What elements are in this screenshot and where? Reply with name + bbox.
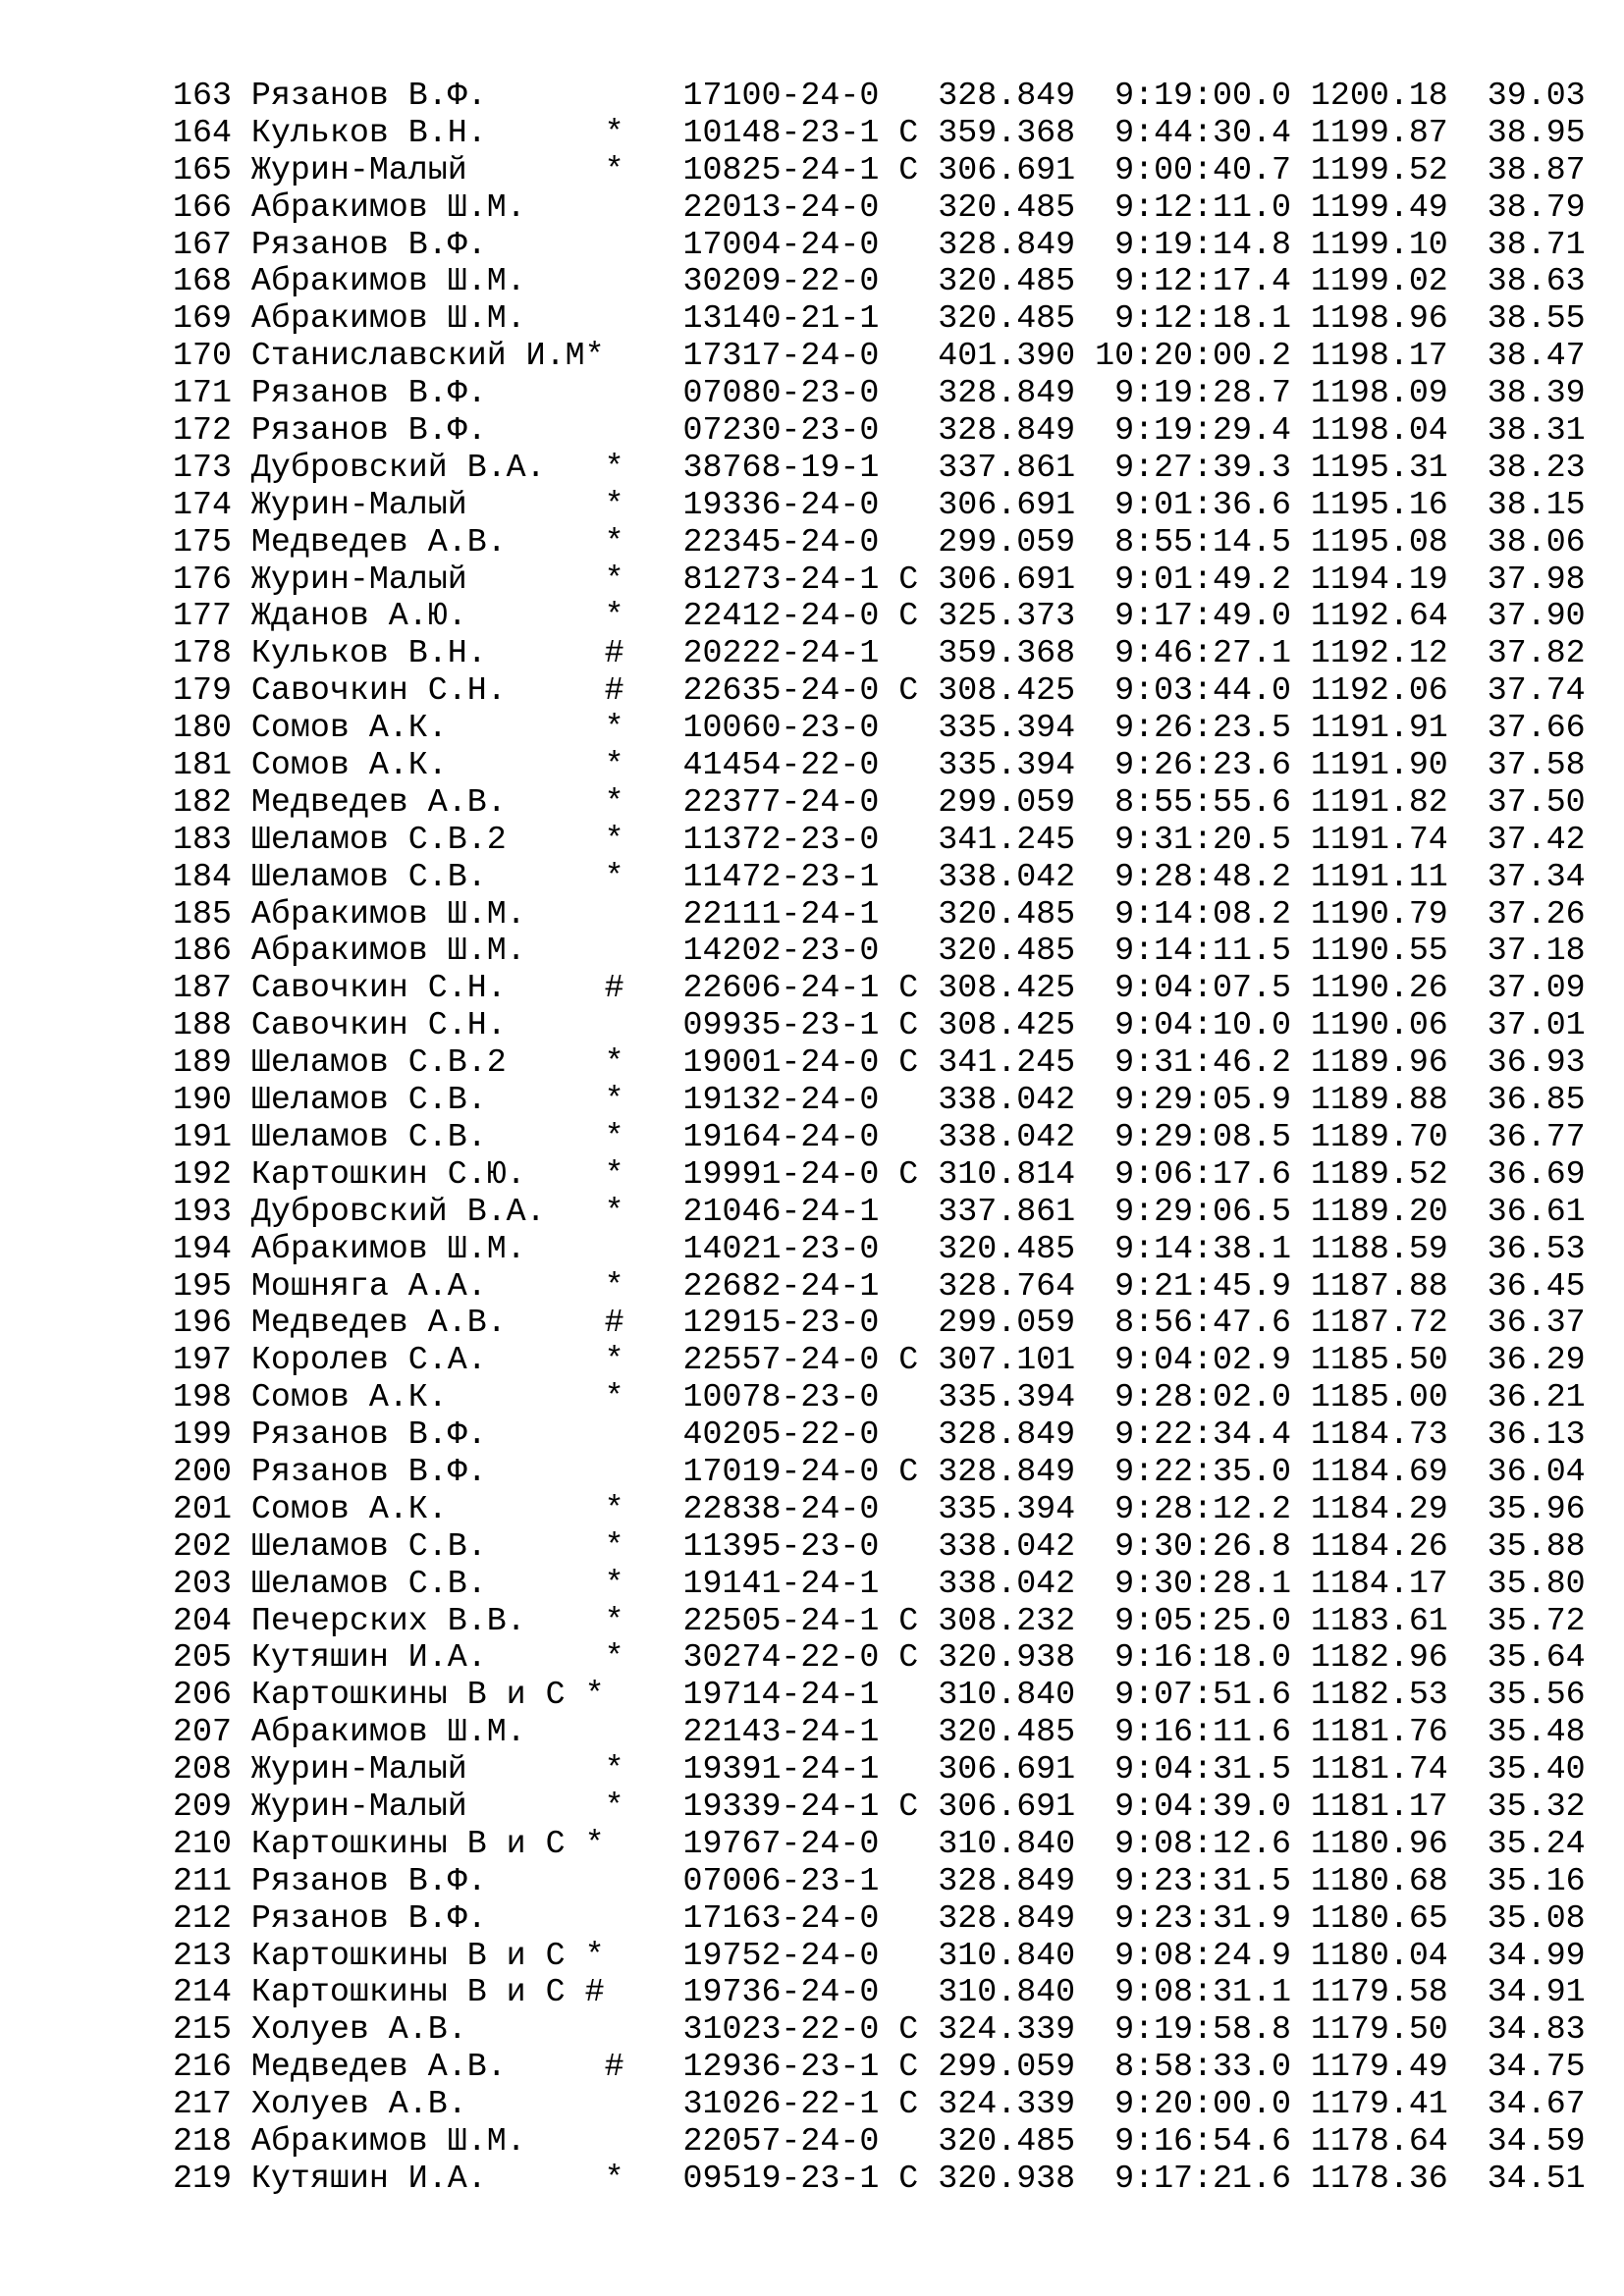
- table-row: 181 Сомов А.К. * 41454-22-0 335.394 9:26:23.6 1191.90 37.58: [173, 746, 1586, 784]
- table-row: 172 Рязанов В.Ф. 07230-23-0 328.849 9:19:29.4 1198.04 38.31: [173, 411, 1586, 450]
- table-row: 166 Абракимов Ш.М. 22013-24-0 320.485 9:12:11.0 1199.49 38.79: [173, 187, 1586, 226]
- results-table: [173, 78, 1586, 2198]
- table-row: 167 Рязанов В.Ф. 17004-24-0 328.849 9:19:14.8 1199.10 38.71: [173, 225, 1586, 263]
- table-row: 186 Абракимов Ш.М. 14202-23-0 320.485 9:14:11.5 1190.55 37.18: [173, 932, 1586, 970]
- table-row: 163 Рязанов В.Ф. 17100-24-0 328.849 9:19:00.0 1200.18 39.03: [173, 77, 1586, 114]
- table-row: 191 Шеламов С.В. * 19164-24-0 338.042 9:29:08.5 1189.70 36.77: [173, 1117, 1586, 1155]
- table-row: 209 Журин-Малый * 19339-24-1 C 306.691 9:04:39.0 1181.17 35.32: [173, 1787, 1586, 1825]
- table-row: 212 Рязанов В.Ф. 17163-24-0 328.849 9:23:31.9 1180.65 35.08: [173, 1898, 1586, 1937]
- table-row: 216 Медведев А.В. # 12936-23-1 C 299.059 8:58:33.0 1179.49 34.75: [173, 2048, 1586, 2086]
- table-row: 215 Холуев А.В. 31023-22-0 C 324.339 9:19:58.8 1179.50 34.83: [173, 2010, 1586, 2049]
- table-row: 208 Журин-Малый * 19391-24-1 306.691 9:04:31.5 1181.74 35.40: [173, 1750, 1586, 1789]
- table-row: 176 Журин-Малый * 81273-24-1 C 306.691 9:01:49.2 1194.19 37.98: [173, 560, 1586, 598]
- table-row: 205 Кутяшин И.А. * 30274-22-0 C 320.938 9:16:18.0 1182.96 35.64: [173, 1638, 1586, 1677]
- table-row: 211 Рязанов В.Ф. 07006-23-1 328.849 9:23:31.5 1180.68 35.16: [173, 1861, 1586, 1899]
- table-row: 175 Медведев А.В. * 22345-24-0 299.059 8:55:14.5 1195.08 38.06: [173, 522, 1586, 561]
- table-row: 207 Абракимов Ш.М. 22143-24-1 320.485 9:16:11.6 1181.76 35.48: [173, 1713, 1586, 1751]
- table-row: 204 Печерских В.В. * 22505-24-1 C 308.232 9:05:25.0 1183.61 35.72: [173, 1601, 1586, 1639]
- table-row: 200 Рязанов В.Ф. 17019-24-0 C 328.849 9:22:35.0 1184.69 36.04: [173, 1452, 1586, 1490]
- table-row: 171 Рязанов В.Ф. 07080-23-0 328.849 9:19:28.7 1198.09 38.39: [173, 374, 1586, 412]
- table-row: 201 Сомов А.К. * 22838-24-0 335.394 9:28:12.2 1184.29 35.96: [173, 1489, 1586, 1527]
- table-row: 170 Станиславский И.М* 17317-24-0 401.390 10:20:00.2 1198.17 38.47: [173, 337, 1586, 375]
- table-row: 182 Медведев А.В. * 22377-24-0 299.059 8:55:55.6 1191.82 37.50: [173, 782, 1586, 821]
- table-row: 187 Савочкин С.Н. # 22606-24-1 C 308.425 9:04:07.5 1190.26 37.09: [173, 969, 1586, 1007]
- table-row: 192 Картошкин С.Ю. * 19991-24-0 C 310.814 9:06:17.6 1189.52 36.69: [173, 1154, 1586, 1193]
- table-row: 203 Шеламов С.В. * 19141-24-1 338.042 9:30:28.1 1184.17 35.80: [173, 1564, 1586, 1602]
- table-row: 214 Картошкины В и С # 19736-24-0 310.840 9:08:31.1 1179.58 34.91: [173, 1973, 1586, 2011]
- table-row: 188 Савочкин С.Н. 09935-23-1 C 308.425 9:04:10.0 1190.06 37.01: [173, 1006, 1586, 1044]
- table-row: 179 Савочкин С.Н. # 22635-24-0 C 308.425 9:03:44.0 1192.06 37.74: [173, 671, 1586, 710]
- table-row: 196 Медведев А.В. # 12915-23-0 299.059 8:56:47.6 1187.72 36.37: [173, 1304, 1586, 1342]
- table-row: 165 Журин-Малый * 10825-24-1 C 306.691 9:00:40.7 1199.52 38.87: [173, 150, 1586, 188]
- table-row: 219 Кутяшин И.А. * 09519-23-1 C 320.938 9:17:21.6 1178.36 34.51: [173, 2159, 1586, 2197]
- table-row: 193 Дубровский В.А. * 21046-24-1 337.861 9:29:06.5 1189.20 36.61: [173, 1192, 1586, 1230]
- table-row: 178 Кульков В.Н. # 20222-24-1 359.368 9:46:27.1 1192.12 37.82: [173, 634, 1586, 672]
- table-row: 195 Мошняга А.А. * 22682-24-1 328.764 9:21:45.9 1187.88 36.45: [173, 1266, 1586, 1305]
- table-row: 183 Шеламов С.В.2 * 11372-23-0 341.245 9:31:20.5 1191.74 37.42: [173, 820, 1586, 858]
- table-row: 210 Картошкины В и С * 19767-24-0 310.840 9:08:12.6 1180.96 35.24: [173, 1824, 1586, 1862]
- table-row: 168 Абракимов Ш.М. 30209-22-0 320.485 9:12:17.4 1199.02 38.63: [173, 262, 1586, 300]
- table-row: 185 Абракимов Ш.М. 22111-24-1 320.485 9:14:08.2 1190.79 37.26: [173, 894, 1586, 933]
- table-row: 164 Кульков В.Н. * 10148-23-1 C 359.368 9:44:30.4 1199.87 38.95: [173, 113, 1586, 151]
- table-row: 213 Картошкины В и С * 19752-24-0 310.840 9:08:24.9 1180.04 34.99: [173, 1936, 1586, 1974]
- table-row: 202 Шеламов С.В. * 11395-23-0 338.042 9:30:26.8 1184.26 35.88: [173, 1526, 1586, 1565]
- table-row: 198 Сомов А.К. * 10078-23-0 335.394 9:28:02.0 1185.00 36.21: [173, 1378, 1586, 1416]
- table-row: 197 Королев С.А. * 22557-24-0 C 307.101 9:04:02.9 1185.50 36.29: [173, 1341, 1586, 1379]
- table-row: 174 Журин-Малый * 19336-24-0 306.691 9:01:36.6 1195.16 38.15: [173, 485, 1586, 523]
- table-row: 180 Сомов А.К. * 10060-23-0 335.394 9:26:23.5 1191.91 37.66: [173, 709, 1586, 747]
- table-row: 177 Жданов А.Ю. * 22412-24-0 C 325.373 9:17:49.0 1192.64 37.90: [173, 597, 1586, 635]
- table-row: 190 Шеламов С.В. * 19132-24-0 338.042 9:29:05.9 1189.88 36.85: [173, 1081, 1586, 1119]
- table-row: 218 Абракимов Ш.М. 22057-24-0 320.485 9:16:54.6 1178.64 34.59: [173, 2121, 1586, 2160]
- table-row: 173 Дубровский В.А. * 38768-19-1 337.861 9:27:39.3 1195.31 38.23: [173, 448, 1586, 486]
- table-row: 199 Рязанов В.Ф. 40205-22-0 328.849 9:22:34.4 1184.73 36.13: [173, 1415, 1586, 1454]
- table-row: 184 Шеламов С.В. * 11472-23-1 338.042 9:28:48.2 1191.11 37.34: [173, 857, 1586, 895]
- table-row: 194 Абракимов Ш.М. 14021-23-0 320.485 9:14:38.1 1188.59 36.53: [173, 1229, 1586, 1267]
- table-row: 169 Абракимов Ш.М. 13140-21-1 320.485 9:12:18.1 1198.96 38.55: [173, 299, 1586, 338]
- table-row: 189 Шеламов С.В.2 * 19001-24-0 C 341.245 9:31:46.2 1189.96 36.93: [173, 1043, 1586, 1082]
- table-row: 206 Картошкины В и С * 19714-24-1 310.840 9:07:51.6 1182.53 35.56: [173, 1676, 1586, 1714]
- table-row: 217 Холуев А.В. 31026-22-1 C 324.339 9:20:00.0 1179.41 34.67: [173, 2085, 1586, 2123]
